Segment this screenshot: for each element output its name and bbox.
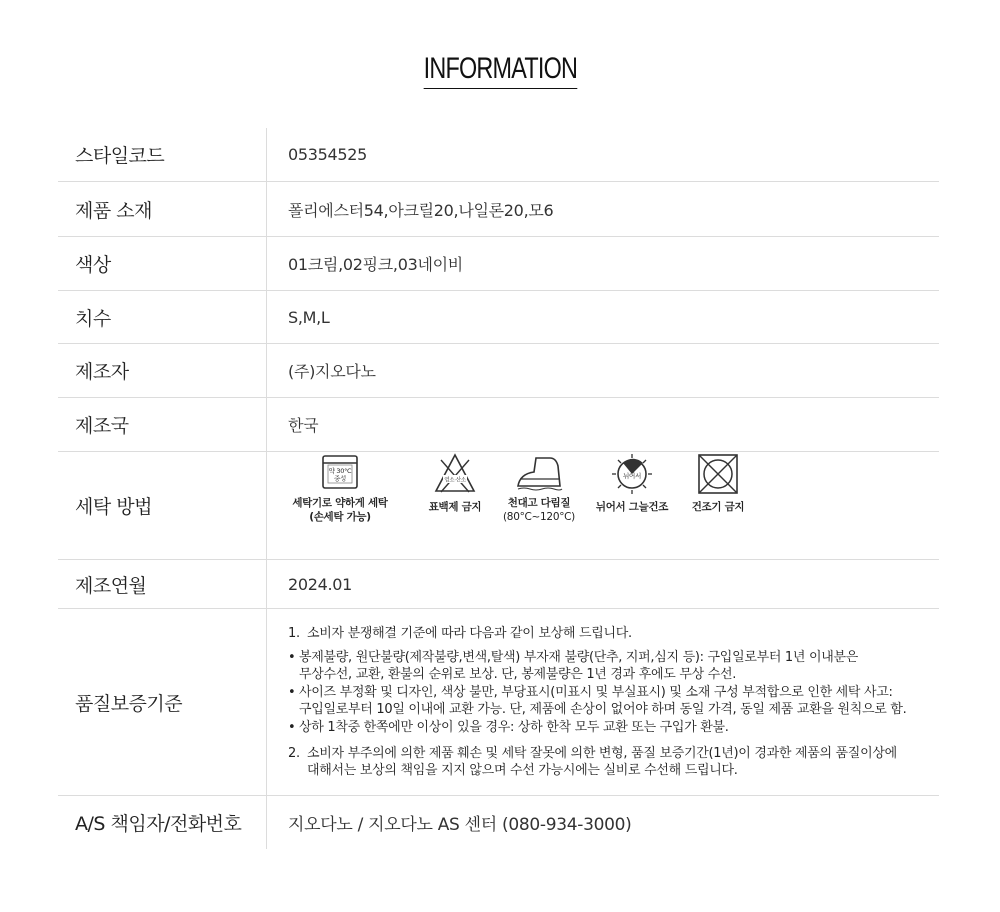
caption-line: 세탁기로 약하게 세탁 <box>292 497 388 509</box>
shade-dry-icon <box>610 452 654 496</box>
row-value: 폴리에스터54,아크릴20,나일론20,모6 <box>288 200 554 220</box>
table-row-country <box>58 398 939 452</box>
table-row-material <box>58 182 939 237</box>
wash-caption <box>596 500 668 514</box>
list-item <box>288 649 858 683</box>
list-item <box>288 684 906 718</box>
row-label: 색상 <box>58 237 267 290</box>
wash-caption <box>503 496 575 524</box>
no-bleach-inner: 염소·산소 <box>444 477 466 484</box>
product-info-table <box>58 128 939 849</box>
wash-symbol-iron <box>498 452 580 524</box>
row-label: 제조국 <box>58 398 267 451</box>
row-label: 제품 소재 <box>58 182 267 236</box>
item-text: 소비자 분쟁해결 기준에 따라 다음과 같이 보상해 드립니다. <box>307 626 632 641</box>
bullet: • <box>288 685 296 700</box>
wash-caption <box>692 500 745 514</box>
wash-caption <box>429 500 482 514</box>
row-label: 치수 <box>58 291 267 343</box>
item-number: 2. <box>288 746 300 761</box>
list-item <box>288 625 632 642</box>
item-text: 대해서는 보상의 책임을 지지 않으며 수선 가능시에는 실비로 수선해 드립니다. <box>307 763 738 778</box>
caption-line: 건조기 금지 <box>691 501 745 513</box>
quality-standard-text <box>267 609 939 795</box>
wash-symbol-no-tumble <box>680 452 756 514</box>
table-row-as <box>58 796 939 849</box>
row-label: 품질보증기준 <box>58 609 267 795</box>
washing-symbols <box>267 452 939 559</box>
row-value: 한국 <box>288 416 319 435</box>
table-row-quality <box>58 609 939 796</box>
row-value: (주)지오다노 <box>288 362 376 381</box>
item-text: 무상수선, 교환, 환불의 순위로 보상. 단, 봉제불량은 1년 경과 후에도 무상 수선. <box>299 667 737 682</box>
caption-line: 표백제 금지 <box>428 501 482 513</box>
item-text: 봉제불량, 원단불량(제작불량,변색,탈색) 부자재 불량(단추, 지퍼,심지 등): 구입일로부터 1년 이내분은 <box>299 650 859 665</box>
row-value: 지오다노 / 지오다노 AS 센터 (080-934-3000) <box>288 815 632 835</box>
row-label: A/S 책임자/전화번호 <box>58 796 267 849</box>
wash-symbol-no-bleach <box>412 452 498 514</box>
hand-wash-temp: 약 30°C <box>328 467 352 475</box>
row-value: S,M,L <box>288 307 330 327</box>
list-item <box>288 745 897 779</box>
caption-line: 뉘어서 그늘건조 <box>595 501 669 513</box>
row-value: 05354525 <box>288 145 368 164</box>
table-row-style-code <box>58 128 939 182</box>
item-text: 소비자 부주의에 의한 제품 훼손 및 세탁 잘못에 의한 변형, 품질 보증기간(1년)이 경과한 제품의 품질이상에 <box>307 746 897 761</box>
iron-icon <box>514 452 564 492</box>
row-label: 제조자 <box>58 344 267 397</box>
wash-symbol-shade-dry <box>584 452 680 514</box>
row-label: 스타일코드 <box>58 128 267 181</box>
wash-caption <box>292 496 387 524</box>
item-text: 구입일로부터 10일 이내에 교환 가능. 단, 제품에 손상이 없어야 하며 동일 가격, 동일 제품 교환을 원칙으로 함. <box>299 702 907 717</box>
caption-line: 천대고 다림질 <box>507 497 571 509</box>
row-label: 세탁 방법 <box>58 452 267 559</box>
page-title-text: INFORMATION <box>423 52 576 89</box>
table-row-color <box>58 237 939 291</box>
no-tumble-dry-icon <box>696 452 740 496</box>
no-bleach-icon <box>433 452 477 494</box>
bullet: • <box>288 650 296 665</box>
row-label: 제조연월 <box>58 560 267 608</box>
wash-symbol-hand-wash <box>280 452 400 524</box>
table-row-size <box>58 291 939 344</box>
table-row-date <box>58 560 939 609</box>
item-number: 1. <box>288 626 300 641</box>
bullet: • <box>288 720 296 735</box>
item-text: 사이즈 부정확 및 디자인, 색상 불만, 부당표시(미표시 및 부실표시) 및 소재 구성 부적합으로 인한 세탁 사고: <box>299 685 893 700</box>
list-item <box>288 719 729 736</box>
row-value: 2024.01 <box>288 574 353 594</box>
hand-wash-30-icon <box>320 452 360 490</box>
table-row-washing <box>58 452 939 560</box>
row-value: 01크림,02핑크,03네이비 <box>288 255 463 274</box>
shade-dry-inner: 뉘어서 <box>623 472 641 480</box>
caption-line: (손세탁 가능) <box>309 511 371 523</box>
item-text: 상하 1착중 한쪽에만 이상이 있을 경우: 상하 한착 모두 교환 또는 구입가 환불. <box>299 720 729 735</box>
page-title <box>0 52 1000 89</box>
hand-wash-neutral: 중성 <box>334 474 346 483</box>
table-row-manufacturer <box>58 344 939 398</box>
caption-line: (80°C~120°C) <box>503 511 575 523</box>
